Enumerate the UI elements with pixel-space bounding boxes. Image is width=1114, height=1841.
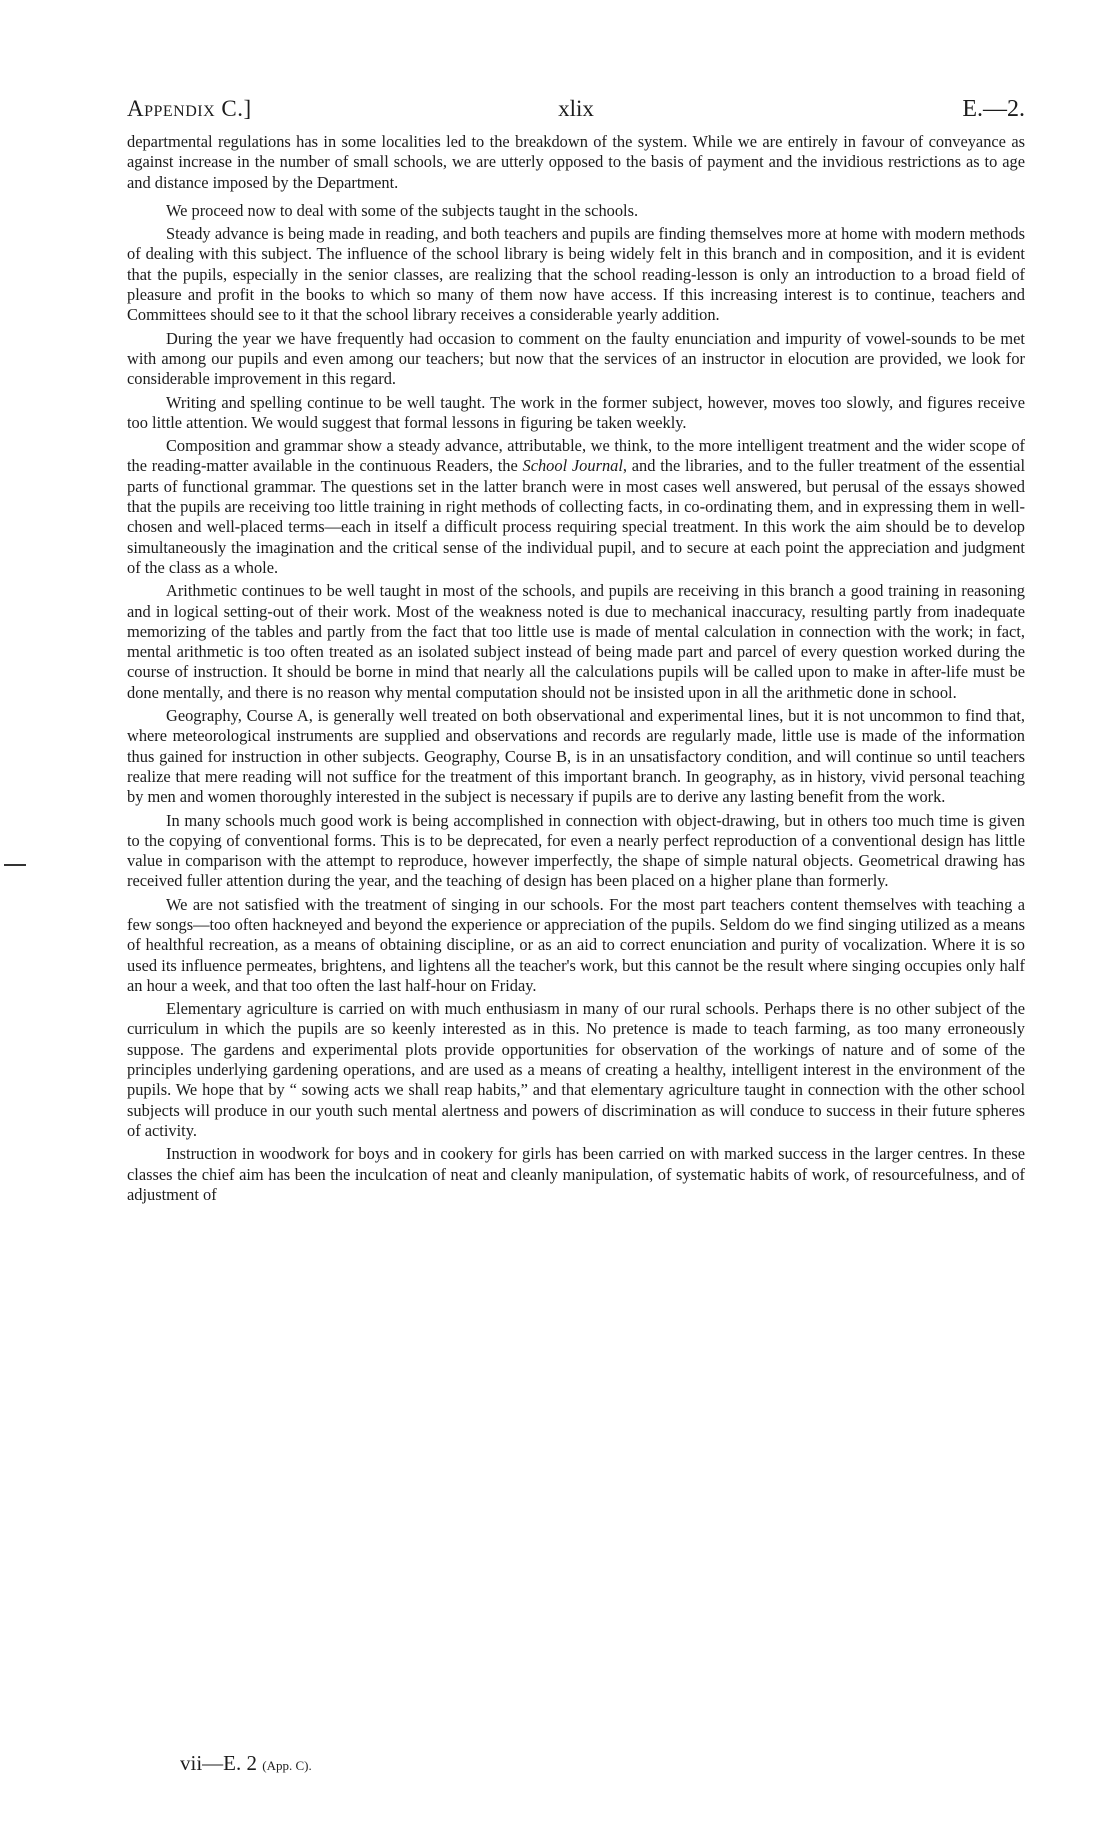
paragraph	[127, 811, 1025, 892]
paragraph-text: departmental regulations has in some localities led to the breakdown of the system. While we are entirely in favour of conveyance as against increase in the number of small schools, we are utterly opposed to the basis of payment and the invidious restrictions as to age and distance imposed by the Department.	[127, 132, 1025, 192]
paragraph-text: Elementary agriculture is carried on with much enthusiasm in many of our rural schools. Perhaps there is no other subject of the curriculum in which the pupils are so keenly interested as in this. No pretence is made to teach farming, as too many erroneously suppose. The gardens and experimental plots provide opportunities for observation of the workings of nature and of some of the principles underlying gardening operations, and are used as a means of creating a healthy, intelligent interest in the environment of the pupils. We hope that by “ sowing acts we shall reap habits,” and that elementary agriculture taught in connection with the other school subjects will produce in our youth such mental alertness and powers of discrimination as will conduce to success in their future spheres of activity.	[127, 999, 1025, 1140]
paragraph	[127, 393, 1025, 434]
paragraph-text: Steady advance is being made in reading, and both teachers and pupils are finding themselves more at home with modern methods of dealing with this subject. The influence of the school library is being widely felt in this branch and in composition, and it is evident that the pupils, especially in the senior classes, are realizing that the school reading-lesson is only an introduction to a broad field of pleasure and profit in the books to which so many of them now have access. If this increasing interest is to continue, teachers and Committees should see to it that the school library receives a considerable yearly addition.	[127, 224, 1025, 325]
paragraph-text: Writing and spelling continue to be well taught. The work in the former subject, however, moves too slowly, and figures receive too little attention. We would suggest that formal lessons in figuring be taken weekly.	[127, 392, 1025, 432]
paragraph	[127, 224, 1025, 325]
page-footer	[180, 1751, 312, 1776]
italic-title: School Journal	[522, 456, 623, 476]
report-code: E.—2.	[962, 96, 1025, 122]
signature-mark-suffix: (App. C).	[262, 1758, 312, 1773]
paragraph-text: In many schools much good work is being accomplished in connection with object-drawing, but in others too much time is given to the copying of conventional forms. This is to be deprecated, for even a nearly perfect reproduction of a conventional design has little value in comparison with the attempt to reproduce, however imperfectly, the shape of simple natural objects. Geometrical drawing has received fuller attention during the year, and the teaching of design has been placed on a higher plane than formerly.	[127, 810, 1025, 891]
body-text	[127, 132, 1025, 1205]
paragraph-text: , and the libraries, and to the fuller treatment of the essential parts of functional grammar. The questions set in the latter branch were in most cases well answered, but perusal of the essays showed that the pupils are receiving too little training in right methods of collecting facts, in co-ordinating them, and in expressing them in well-chosen and well-placed terms—each in itself a difficult process requiring special treatment. In this work the aim should be to develop simultaneously the imagination and the critical sense of the individual pupil, and to secure at each point the appreciation and judgment of the class as a whole.	[127, 456, 1026, 577]
paragraph	[127, 581, 1025, 703]
paragraph-text: Arithmetic continues to be well taught in most of the schools, and pupils are receiving in this branch a good training in reasoning and in logical setting-out of their work. Most of the weakness noted is due to mechanical inaccuracy, resulting partly from inadequate memorizing of the tables and partly from the fact that too little use is made of mental calculation in connection with the work; in fact, mental arithmetic is too often treated as an isolated subject instead of being made part and parcel of every question worked during the course of instruction. It should be borne in mind that nearly all the calculations pupils will be called upon to make in after-life must be done mentally, and there is no reason why mental computation should not be insisted upon in all the arithmetic done in school.	[127, 581, 1025, 702]
paragraph-text: Geography, Course A, is generally well treated on both observational and experimental lines, but it is not uncommon to find that, where meteorological instruments are supplied and observations and records are regularly made, little use is made of the information thus gained for instruction in other subjects. Geography, Course B, is in an unsatisfactory condition, and will continue so until teachers realize that mere reading will not suffice for the treatment of this important branch. In geography, as in history, vivid personal teaching by men and women thoroughly interested in the subject is necessary if pupils are to derive any lasting benefit from the work.	[127, 706, 1025, 807]
paragraph	[127, 895, 1025, 996]
paragraph-text: Instruction in woodwork for boys and in cookery for girls has been carried on with marked success in the larger centres. In these classes the chief aim has been the inculcation of neat and cleanly manipulation, of systematic habits of work, of resourcefulness, and of adjustment of	[127, 1144, 1025, 1204]
paragraph	[127, 201, 1025, 221]
paragraph	[127, 329, 1025, 390]
paragraph-text: We are not satisfied with the treatment of singing in our schools. For the most part teachers content themselves with teaching a few songs—too often hackneyed and beyond the experience or appreciation of the pupils. Seldom do we find singing utilized as a means of healthful recreation, as a means of obtaining discipline, or as an aid to correct enunciation and purity of vocalization. Where it is so used its influence permeates, brightens, and lightens all the teacher's work, but this cannot be the result where singing occupies only half an hour a week, and that too often the last half-hour on Friday.	[127, 894, 1025, 995]
signature-mark: vii—E. 2	[180, 1751, 263, 1775]
page-header	[127, 92, 1025, 132]
margin-mark	[4, 864, 26, 866]
paragraph	[127, 999, 1025, 1141]
paragraph	[127, 1144, 1025, 1205]
paragraph-text: During the year we have frequently had occasion to comment on the faulty enunciation and impurity of vowel-sounds to be met with among our pupils and even among our teachers; but now that the services of an instructor in elocution are provided, we look for considerable improvement in this regard.	[127, 328, 1025, 389]
page-number: xlix	[558, 96, 594, 121]
document-page	[127, 92, 1025, 1208]
paragraph	[127, 132, 1025, 193]
paragraph-text: Composition and grammar show a steady advance, attributable, we think, to the more intelligent treatment and the wider scope of the reading-matter available in the continuous Readers, the	[127, 436, 1025, 476]
paragraph	[127, 436, 1025, 578]
paragraph-text: We proceed now to deal with some of the subjects taught in the schools.	[166, 200, 639, 220]
appendix-label: Appendix C.]	[127, 96, 252, 121]
paragraph	[127, 706, 1025, 807]
